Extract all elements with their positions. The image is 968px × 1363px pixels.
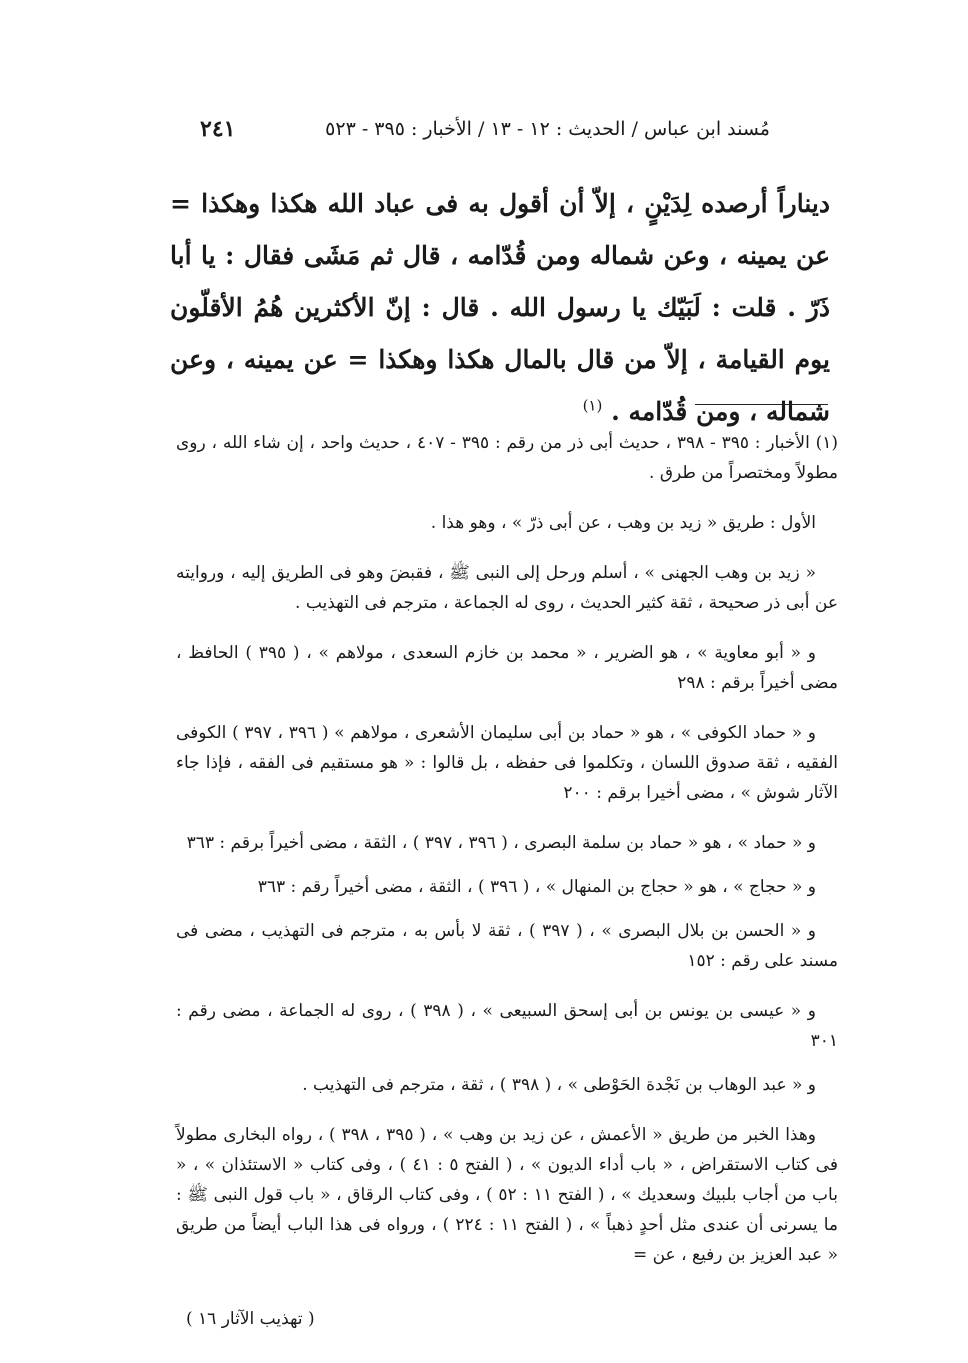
- running-title: مُسند ابن عباس / الحديث : ١٢ - ١٣ / الأخبار : ٣٩٥ - ٥٢٣: [325, 118, 770, 140]
- footnote-paragraph: و « حماد » ، هو « حماد بن سلمة البصرى ، ( ٣٩٦ ، ٣٩٧ ) ، الثقة ، مضى أخيراً برقم : ٣٦٣: [186, 833, 816, 853]
- main-text-block: [170, 178, 830, 438]
- footnote-reference: (١): [582, 396, 603, 415]
- volume-signature: ( تهذيب الآثار ١٦ ): [186, 1309, 315, 1329]
- footnotes-block: [176, 428, 838, 1290]
- footnote-paragraph: (١) الأخبار : ٣٩٥ - ٣٩٨ ، حديث أبى ذر من رقم : ٣٩٥ - ٤٠٧ ، حديث واحد ، إن شاء الله ، روى مطولاً ومختصراً من طرق .: [176, 433, 839, 483]
- page-number: ٢٤١: [200, 116, 236, 142]
- footnote-paragraph: و « حجاج » ، هو « حجاج بن المنهال » ، ( ٣٩٦ ) ، الثقة ، مضى أخيراً رقم : ٣٦٣: [257, 877, 816, 897]
- footnote-paragraph: و « حماد الكوفى » ، هو « حماد بن أبى سليمان الأشعرى ، مولاهم » ( ٣٩٦ ، ٣٩٧ ) الكوفى الفقيه ، ثقة صدوق اللسان ، وتكلموا فى حفظه ، بل قالوا : « هو مستقيم فى الفقه ، فإذا جاء الآثار شوش » ، مضى أخيرا برقم : ٢٠٠: [176, 723, 838, 803]
- main-text-body: ديناراً أرصده لِدَيْنٍ ، إلاّ أن أقول به فى عباد الله هكذا وهكذا = عن يمينه ، وعن شماله ومن قُدّامه ، قال ثم مَشَى فقال : يا أبا ذَرّ . قلت : لَبَيّك يا رسول الله . قال : إنّ الأكثرين هُمُ الأقلّون يوم القيامة ، إلاّ من قال بالمال هكذا وهكذا = عن يمينه ، وعن شماله ، ومن قُدّامه .: [170, 189, 830, 426]
- running-header: [200, 112, 770, 146]
- footnote-paragraph: و « عبد الوهاب بن نَجْدة الحَوْطى » ، ( ٣٩٨ ) ، ثقة ، مترجم فى التهذيب .: [302, 1075, 816, 1095]
- footnote-paragraph: الأول : طريق « زيد بن وهب ، عن أبى ذرّ » ، وهو هذا .: [430, 513, 816, 533]
- footnote-paragraph: « زيد بن وهب الجهنى » ، أسلم ورحل إلى النبى ﷺ ، فقبضَ وهو فى الطريق إليه ، وروايته عن أبى ذر صحيحة ، ثقة كثير الحديث ، روى له الجماعة ، مترجم فى التهذيب .: [176, 563, 838, 613]
- footnote-paragraph: و « الحسن بن بلال البصرى » ، ( ٣٩٧ ) ، ثقة لا بأس به ، مترجم فى التهذيب ، مضى فى مسند على رقم : ١٥٢: [176, 921, 838, 971]
- footnote-paragraph: وهذا الخبر من طريق « الأعمش ، عن زيد بن وهب » ، ( ٣٩٥ ، ٣٩٨ ) ، رواه البخارى مطولاً فى كتاب الاستقراض ، « باب أداء الديون » ، ( الفتح ٥ : ٤١ ) ، وفى كتاب « الاستئذان » ، « باب من أجاب بلبيك وسعديك » ، ( الفتح ١١ : ٥٢ ) ، وفى كتاب الرقاق ، « باب قول النبى ﷺ : ما يسرنى أن عندى مثل أحدٍ ذهباً » ، ( الفتح ١١ : ٢٢٤ ) ، ورواه فى هذا الباب أيضاً من طريق « عبد العزيز بن رفيع ، عن =: [176, 1125, 838, 1265]
- footnote-paragraph: و « أبو معاوية » ، هو الضرير ، « محمد بن خازم السعدى ، مولاهم » ، ( ٣٩٥ ) الحافظ ، مضى أخيراً برقم : ٢٩٨: [176, 643, 838, 693]
- footnote-paragraph: و « عيسى بن يونس بن أبى إسحق السبيعى » ، ( ٣٩٨ ) ، روى له الجماعة ، مضى رقم : ٣٠١: [176, 1001, 838, 1051]
- footnote-separator: [695, 404, 828, 405]
